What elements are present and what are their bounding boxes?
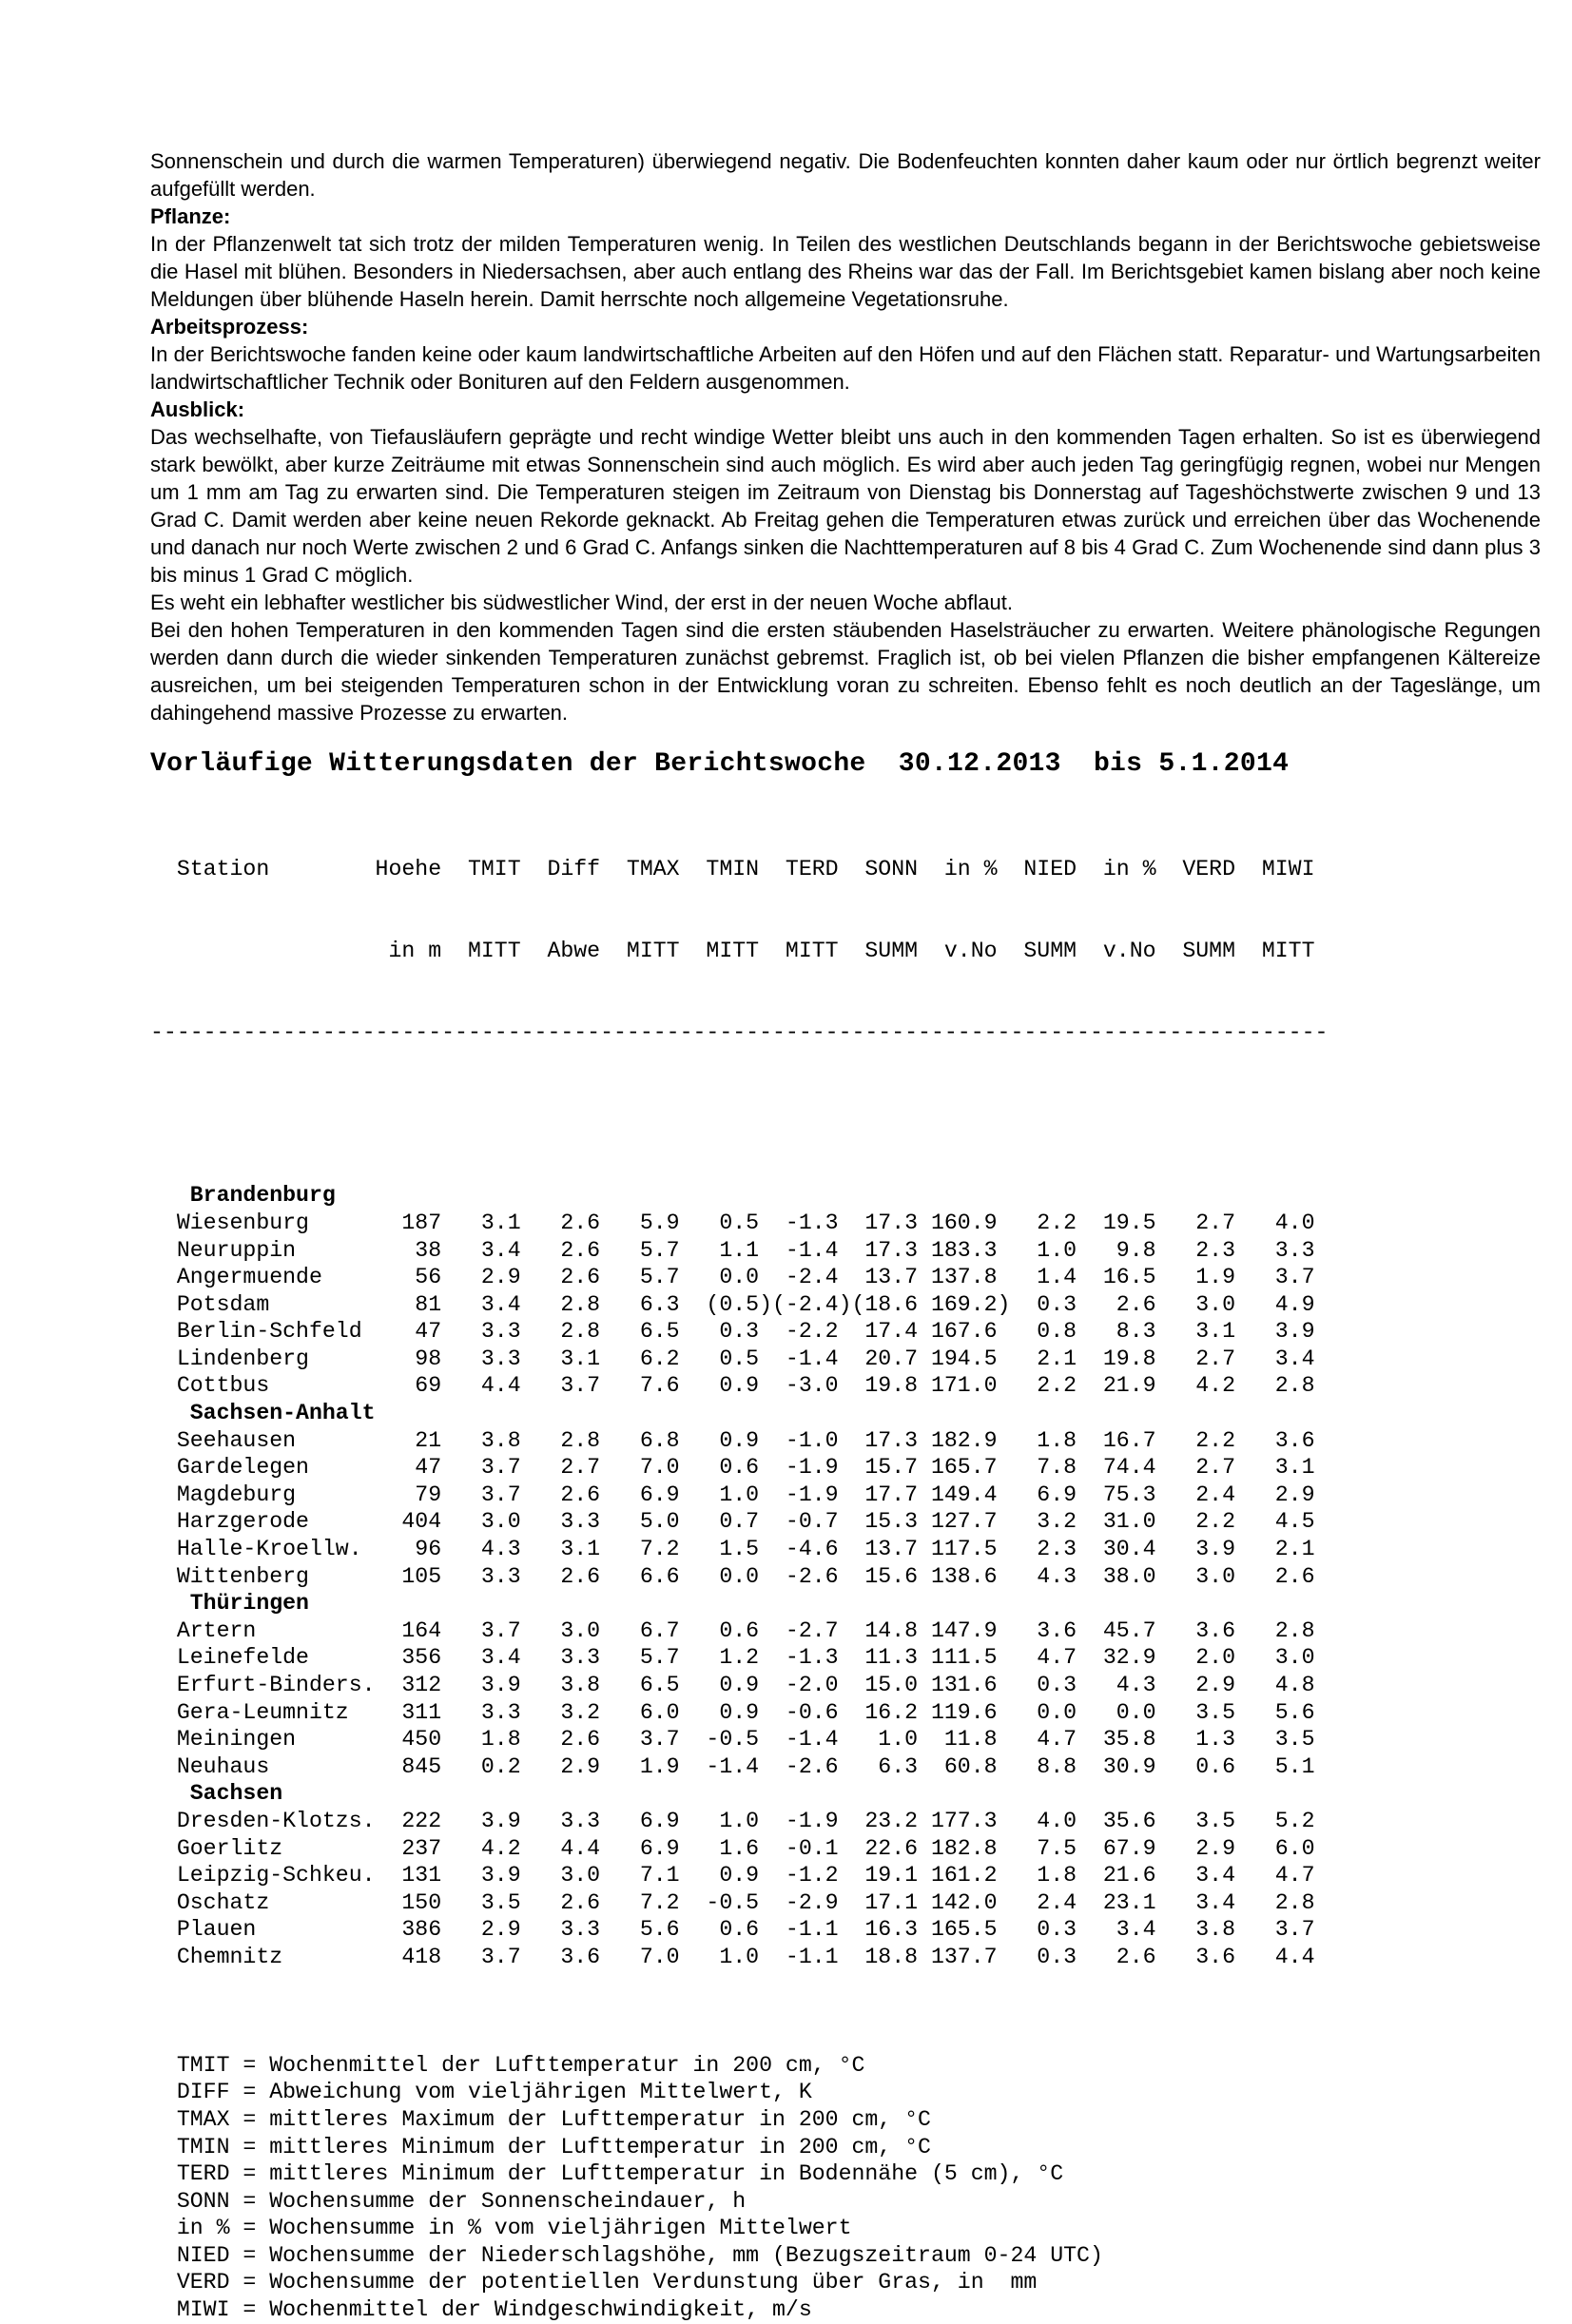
table-row: Angermuende 56 2.9 2.6 5.7 0.0 -2.4 13.7 137.8 1.4 16.5 1.9 3.7: [150, 1265, 1315, 1290]
table-title: Vorläufige Witterungsdaten der Berichtswoche 30.12.2013 bis 5.1.2014: [150, 749, 1290, 779]
table-row: Plauen 386 2.9 3.3 5.6 0.6 -1.1 16.3 165.5 0.3 3.4 3.8 3.7: [150, 1917, 1315, 1943]
table-row: Wiesenburg 187 3.1 2.6 5.9 0.5 -1.3 17.3 160.9 2.2 19.5 2.7 4.0: [150, 1210, 1315, 1235]
weather-table: [150, 802, 1541, 2025]
table-row: Chemnitz 418 3.7 3.6 7.0 1.0 -1.1 18.8 137.7 0.3 2.6 3.6 4.4: [150, 1944, 1315, 1969]
table-row: Seehausen 21 3.8 2.8 6.8 0.9 -1.0 17.3 182.9 1.8 16.7 2.2 3.6: [150, 1427, 1315, 1453]
report-text: [150, 147, 1541, 726]
region-heading: Sachsen: [150, 1781, 283, 1807]
legend-entry: TERD = mittleres Minimum der Lufttemperatur in Bodennähe (5 cm), °C: [150, 2161, 1064, 2187]
table-row: Wittenberg 105 3.3 2.6 6.6 0.0 -2.6 15.6 138.6 4.3 38.0 3.0 2.6: [150, 1563, 1315, 1589]
table-row: Harzgerode 404 3.0 3.3 5.0 0.7 -0.7 15.3 127.7 3.2 31.0 2.2 4.5: [150, 1509, 1315, 1535]
section-heading: Ausblick:: [150, 397, 245, 421]
table-body: [150, 1182, 1541, 1970]
paragraph: Bei den hohen Temperaturen in den kommenden Tagen sind die ersten stäubenden Haselsträucher zu erwarten. Weitere phänologische Regungen werden dann durch die wieder sinkenden Temperaturen zunächst gebremst. Fraglich ist, ob bei vielen Pflanzen die bisher empfangenen Kältereize ausreichen, um bei steigenden Temperaturen schon in der Entwicklung voran zu schreiten. Ebenso fehlt es noch deutlich an der Tageslänge, um dahingehend massive Prozesse zu erwarten.: [150, 618, 1541, 725]
paragraph: Sonnenschein und durch die warmen Temperaturen) überwiegend negativ. Die Bodenfeuchten konnten daher kaum oder nur örtlich begrenzt weiter aufgefüllt werden.: [150, 149, 1541, 201]
legend-entry: TMIN = mittleres Minimum der Lufttemperatur in 200 cm, °C: [150, 2134, 931, 2159]
section-heading: Arbeitsprozess:: [150, 315, 309, 339]
paragraph: Das wechselhafte, von Tiefausläufern geprägte und recht windige Wetter bleibt uns auch in den kommenden Tagen erhalten. So ist es überwiegend stark bewölkt, aber kurze Zeiträume mit etwas Sonnenschein sind auch möglich. Es wird aber auch jeden Tag geringfügig regnen, wobei nur Mengen um 1 mm am Tag zu erwarten sind. Die Temperaturen steigen im Zeitraum von Dienstag bis Donnerstag auf Tageshöchstwerte zwischen 9 und 13 Grad C. Damit werden aber keine neuen Rekorde geknackt. Ab Freitag gehen die Temperaturen etwas zurück und erreichen über das Wochenende und danach nur noch Werte zwischen 2 und 6 Grad C. Anfangs sinken die Nachttemperaturen auf 8 bis 4 Grad C. Zum Wochenende sind dann plus 3 bis minus 1 Grad C möglich.: [150, 425, 1541, 587]
table-row: Artern 164 3.7 3.0 6.7 0.6 -2.7 14.8 147.9 3.6 45.7 3.6 2.8: [150, 1617, 1315, 1643]
table-row: Leinefelde 356 3.4 3.3 5.7 1.2 -1.3 11.3 111.5 4.7 32.9 2.0 3.0: [150, 1645, 1315, 1671]
section-heading: Pflanze:: [150, 204, 231, 228]
paragraph: Es weht ein lebhafter westlicher bis südwestlicher Wind, der erst in der neuen Woche abflaut.: [150, 591, 1013, 614]
table-row: Gera-Leumnitz 311 3.3 3.2 6.0 0.9 -0.6 16.2 119.6 0.0 0.0 3.5 5.6: [150, 1699, 1315, 1725]
table-header-row-2: in m MITT Abwe MITT MITT MITT SUMM v.No SUMM v.No SUMM MITT: [150, 938, 1315, 963]
region-heading: Sachsen-Anhalt: [150, 1401, 376, 1426]
legend-entry: MIWI = Wochenmittel der Windgeschwindigkeit, m/s: [150, 2297, 812, 2323]
document-page: [150, 147, 1541, 2324]
table-row: Neuhaus 845 0.2 2.9 1.9 -1.4 -2.6 6.3 60.8 8.8 30.9 0.6 5.1: [150, 1753, 1315, 1779]
legend: [150, 2052, 1541, 2324]
paragraph: In der Berichtswoche fanden keine oder kaum landwirtschaftliche Arbeiten auf den Höfen und auf den Flächen statt. Reparatur- und Wartungsarbeiten landwirtschaftlicher Technik oder Bonituren auf den Feldern ausgenommen.: [150, 342, 1541, 394]
table-row: Goerlitz 237 4.2 4.4 6.9 1.6 -0.1 22.6 182.8 7.5 67.9 2.9 6.0: [150, 1835, 1315, 1861]
table-separator: -----------------------------------------------------------------------------------------: [150, 1019, 1329, 1045]
legend-entry: VERD = Wochensumme der potentiellen Verdunstung über Gras, in mm: [150, 2270, 1038, 2295]
table-spacer: [150, 1101, 1541, 1129]
table-row: Magdeburg 79 3.7 2.6 6.9 1.0 -1.9 17.7 149.4 6.9 75.3 2.4 2.9: [150, 1482, 1315, 1507]
legend-entry: DIFF = Abweichung vom vieljährigen Mittelwert, K: [150, 2080, 812, 2105]
region-heading: Brandenburg: [150, 1183, 336, 1209]
table-row: Meiningen 450 1.8 2.6 3.7 -0.5 -1.4 1.0 11.8 4.7 35.8 1.3 3.5: [150, 1727, 1315, 1753]
table-row: Leipzig-Schkeu. 131 3.9 3.0 7.1 0.9 -1.2 19.1 161.2 1.8 21.6 3.4 4.7: [150, 1863, 1315, 1888]
legend-entry: NIED = Wochensumme der Niederschlagshöhe, mm (Bezugszeitraum 0-24 UTC): [150, 2242, 1103, 2268]
table-row: Cottbus 69 4.4 3.7 7.6 0.9 -3.0 19.8 171.0 2.2 21.9 4.2 2.8: [150, 1373, 1315, 1399]
table-row: Lindenberg 98 3.3 3.1 6.2 0.5 -1.4 20.7 194.5 2.1 19.8 2.7 3.4: [150, 1346, 1315, 1371]
table-row: Halle-Kroellw. 96 4.3 3.1 7.2 1.5 -4.6 13.7 117.5 2.3 30.4 3.9 2.1: [150, 1537, 1315, 1562]
table-row: Dresden-Klotzs. 222 3.9 3.3 6.9 1.0 -1.9 23.2 177.3 4.0 35.6 3.5 5.2: [150, 1808, 1315, 1833]
table-row: Neuruppin 38 3.4 2.6 5.7 1.1 -1.4 17.3 183.3 1.0 9.8 2.3 3.3: [150, 1237, 1315, 1263]
table-row: Berlin-Schfeld 47 3.3 2.8 6.5 0.3 -2.2 17.4 167.6 0.8 8.3 3.1 3.9: [150, 1319, 1315, 1345]
table-row: Potsdam 81 3.4 2.8 6.3 (0.5)(-2.4)(18.6 169.2) 0.3 2.6 3.0 4.9: [150, 1291, 1315, 1317]
table-header-row-1: Station Hoehe TMIT Diff TMAX TMIN TERD SONN in % NIED in % VERD MIWI: [150, 857, 1315, 882]
paragraph: In der Pflanzenwelt tat sich trotz der milden Temperaturen wenig. In Teilen des westlichen Deutschlands begann in der Berichtswoche gebietsweise die Hasel mit blühen. Besonders in Niedersachsen, aber auch entlang des Rheins war das der Fall. Im Berichtsgebiet kamen bislang aber noch keine Meldungen über blühende Haseln herein. Damit herrschte noch allgemeine Vegetationsruhe.: [150, 232, 1541, 311]
legend-entry: TMAX = mittleres Maximum der Lufttemperatur in 200 cm, °C: [150, 2106, 931, 2132]
table-row: Gardelegen 47 3.7 2.7 7.0 0.6 -1.9 15.7 165.7 7.8 74.4 2.7 3.1: [150, 1455, 1315, 1481]
table-row: Oschatz 150 3.5 2.6 7.2 -0.5 -2.9 17.1 142.0 2.4 23.1 3.4 2.8: [150, 1889, 1315, 1915]
region-heading: Thüringen: [150, 1591, 309, 1617]
table-row: Erfurt-Binders. 312 3.9 3.8 6.5 0.9 -2.0 15.0 131.6 0.3 4.3 2.9 4.8: [150, 1673, 1315, 1697]
legend-entry: in % = Wochensumme in % vom vieljährigen Mittelwert: [150, 2216, 852, 2241]
legend-entry: SONN = Wochensumme der Sonnenscheindauer, h: [150, 2188, 747, 2214]
legend-entry: TMIT = Wochenmittel der Lufttemperatur in 200 cm, °C: [150, 2052, 865, 2078]
